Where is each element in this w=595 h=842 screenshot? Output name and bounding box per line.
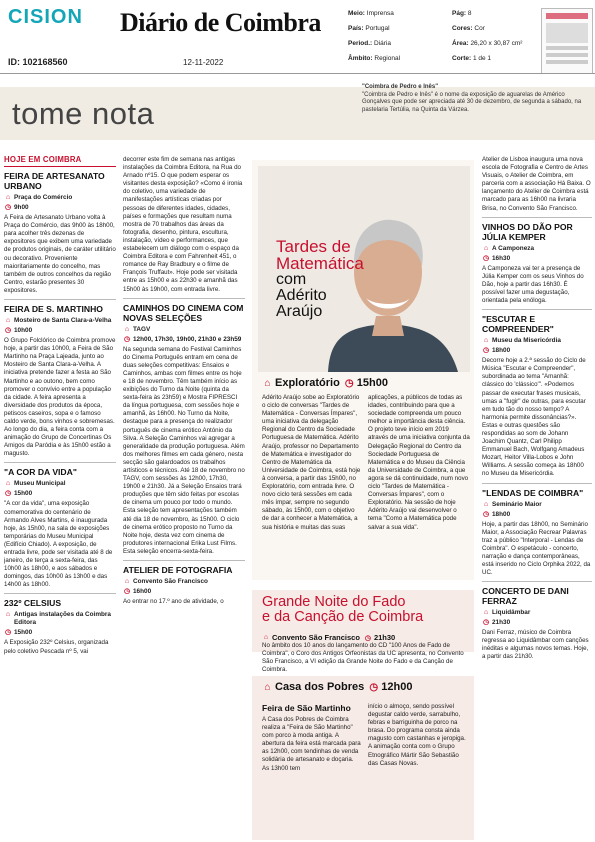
event-text: Decorre hoje a 2.ª sessão do Ciclo de Música "Escutar e Compreender", subordinada ao tema "Amanhã: clássico do 'clássico'". «Podemos passar de executar frases musicais, umas a "fugir" de outras, para escutar em tudo tão do nosso tempo? A harmonia permite dissonâncias?». Estas e outras questões são respondidas ao som de Johann Joachim Quantz, Carl Philipp Emmanuel Bach, Wolfgang Amadeus Mozart, Heitor Villa-Lobos e John Williams. A sessão começa às 18h00 no Museu da Misericórdia. — [482, 357, 586, 478]
meta-value: Diária — [374, 40, 391, 47]
event-time-text: 9h00 — [14, 204, 29, 212]
location-icon: ⌂ — [264, 681, 271, 693]
location-icon: ⌂ — [5, 317, 11, 325]
event-place-text: A Camponeza — [492, 244, 535, 252]
pobres-text: A Casa dos Pobres de Coimbra realiza a "Feira de São Martinho" com porco à moda antiga. A abertura da feira está marcada para as 12h00, com tendinhas de venda solidária de artesanato e doçaria. As 13h00 tem — [262, 716, 361, 772]
event-time — [4, 204, 116, 212]
cision-logo: CISION — [8, 6, 83, 28]
divider — [123, 298, 245, 299]
clip-id-value: 102168560 — [22, 57, 68, 67]
clock-icon: ◷ — [123, 588, 131, 596]
event-time-text: 10h00 — [14, 327, 33, 335]
section-title: tome nota — [12, 96, 155, 131]
clock-icon: ◷ — [4, 204, 12, 212]
divider — [123, 560, 245, 561]
divider — [482, 483, 592, 484]
event-time-text: 16h30 — [492, 254, 511, 262]
meta-label: Âmbito: — [348, 55, 373, 62]
event-text: O Grupo Folclórico de Coimbra promove hoje, a partir das 10h00, a Feira de São Martinho na Praça Lajeada, junto ao Mosteiro de Santa Clara-a-Velha. A iniciativa pretende fazer a festa ao São Martinho e ao outono, bem como promover o convívio entre a população da cidade. A feira apresenta a diversidade dos produtos da época, petiscos caseiros, sopa e o famoso caldo verde, bons vinhos e sobremesas. Ao longo do dia, a feira conta com a animação do Grupo de Concertinas Os Amigos da Paródia e às 15h00 estão a magusto. — [4, 337, 116, 458]
location-icon: ⌂ — [263, 634, 269, 641]
event-text: "A cor da vida", uma exposição comemorativa do centenário de Armando Alves Martins, é inaugurada hoje, às 15h00, na sala de exposições temporárias do Museu Municipal (Edifício Chiado). A exposição, de entrada livre, pode ser visitada até 8 de janeiro, de terça a sexta-feira, das 10h00 às 18h00, e aos sábados e domingos, das 10h00 às 13h00 e das 14h00 às 18h00. — [4, 500, 113, 589]
feature-sub-1: com — [276, 271, 307, 288]
event-title: CAMINHOS DO CINEMA COM NOVAS SELEÇÕES — [123, 302, 244, 323]
location-icon: ⌂ — [124, 578, 130, 586]
photo-caption — [362, 84, 590, 114]
meta-label: Área: — [452, 40, 469, 47]
event-title: ATELIER DE FOTOGRAFIA — [123, 565, 233, 576]
meta-value: 26,20 x 30,87 cm² — [470, 40, 523, 47]
meta-label: País: — [348, 25, 364, 32]
photo-caption-title: "Coimbra de Pedro e Inês" — [362, 84, 439, 90]
event-title: CONCERTO DE DANI FERRAZ — [482, 586, 569, 607]
feature-text-col-2 — [368, 394, 470, 572]
section-heading: HOJE EM COIMBRA — [4, 156, 116, 167]
newspaper-title: Diário de Coimbra — [120, 8, 321, 37]
clock-icon: ◷ — [482, 619, 490, 627]
feature-text: aplicações, a públicos de todas as idades, contribuindo para que a sociedade compreenda um pouco melhor a importância desta ciência. O projeto teve início em 2019 através de uma iniciativa conjunta da Delegação Regional do Centro da Sociedade Portuguesa de Matemática e do Museu da Ciência da Universidade de Coimbra, a que agora se dá continuidade, num novo ciclo "Tardes de Matemática - Conversas Ímpares", com o Exploratório. Na sessão de hoje Adérito Araújo vai desenvolver o tema "Como a Matemática pode salvar a sua vida". — [368, 394, 470, 531]
clock-icon: ◷ — [482, 510, 490, 518]
location-icon: ⌂ — [124, 325, 130, 333]
event-time — [123, 336, 245, 344]
meta-right — [452, 10, 522, 62]
event-place — [4, 480, 116, 488]
clock-icon: ◷ — [482, 347, 490, 355]
divider — [482, 581, 592, 582]
pobres-text-col-2 — [368, 703, 470, 836]
event-text: A Camponeza vai ter a presença de Júlia Kemper com os seus Vinhos do Dão, hoje a partir das 16h30. É possível fazer uma degustação, orientada pela enóloga. — [482, 264, 584, 305]
meta-value: Imprensa — [366, 10, 394, 17]
pobres-place: Casa dos Pobres — [275, 681, 365, 693]
fado-heading — [262, 595, 423, 625]
event-place — [4, 194, 116, 202]
feature-place: Exploratório — [275, 377, 340, 389]
event-place — [123, 326, 245, 334]
location-icon: ⌂ — [483, 337, 489, 345]
event-place-text: Antigas instalações da Coimbra Editora — [14, 611, 111, 627]
meta-label: Meio: — [348, 10, 365, 17]
event-place-text: Mosteiro de Santa Clara-a-Velha — [14, 317, 112, 325]
feature-heading — [276, 238, 364, 320]
location-icon: ⌂ — [5, 194, 11, 202]
meta-value: 1 de 1 — [472, 55, 492, 62]
location-icon: ⌂ — [483, 244, 489, 252]
event-time — [4, 327, 116, 335]
location-icon: ⌂ — [5, 480, 11, 488]
clip-id-label: ID: — [8, 57, 20, 67]
pobres-place-time — [262, 681, 412, 693]
meta-value: Portugal — [365, 25, 390, 32]
feature-place-time — [262, 377, 388, 389]
event-place-text: Praça do Comércio — [14, 194, 73, 202]
event-title: VINHOS DO DÃO POR JÚLIA KEMPER — [482, 221, 573, 242]
meta-label: Cores: — [452, 25, 473, 32]
meta-label: Pág: — [452, 10, 467, 17]
event-time — [482, 511, 592, 519]
meta-value: Regional — [374, 55, 401, 62]
feature-text-col-1 — [262, 394, 362, 572]
meta-value: Cor — [474, 25, 485, 32]
event-place-text: Museu da Misericórdia — [492, 337, 561, 345]
event-place-text: Seminário Maior — [492, 500, 542, 508]
fado-text — [262, 642, 472, 672]
location-icon: ⌂ — [5, 611, 11, 619]
event-place — [482, 609, 592, 617]
event-title: "LENDAS DE COIMBRA" — [482, 487, 584, 498]
pobres-text: início o almoço, sendo possível degustar caldo verde, sarrabulho, febras e barriguinha de porco na brasa. Do programa consta ainda magusto com castanhas e jeropiga. A animação conta com o Grupo Etnográfico Mártir São Sebastião das Casas Novas. — [368, 703, 466, 767]
clock-icon: ◷ — [344, 377, 354, 389]
event-text: Na segunda semana do Festival Caminhos do Cinema Português entram em cena de duas seleções competitivas: Ensaios e Caminhos, ambas com filmes entre os hoje e 18 de novembro. Têm também início as exibições do Turno da Noite (quinta da sexta-feira às 23h59) e Mostra FIPRESCI da língua portuguesa, com sessões hoje e amanhã, às 16h00. No Turno da Noite, destaque para a presença do realizador português de cinema erótico António da Silva. A Seleção Caminhos vai agregar a generalidade da produção portuguesa. Além dos melhores filmes em cada género, nesta secção são galardoados os trabalhos artísticos e técnicos. Até 18 de novembro no TAGV, com sessões às 12h00, 17h30, 19h00 e 21h30. Já a Seleção Ensaios trará produções que têm sido feitas por escolas de cinema um pouco por todo o mundo. Esta seleção tem apresentações também até dia 18 de novembro, às 15h00. O ciclo de cinema erótico proposto no Turno da Noite hoje, desta vez com cinema de produtores internacional Erika Lust Films. Esta seleção encerra-sexta-feira. — [123, 345, 245, 555]
clip-date: 12-11-2022 — [183, 58, 224, 67]
event-place-text: TAGV — [133, 325, 151, 333]
divider — [482, 217, 592, 218]
event-place — [482, 501, 592, 509]
event-time-text: 15h00 — [14, 629, 33, 637]
event-place — [482, 337, 592, 345]
fado-title-2: e da Canção de Coimbra — [262, 609, 424, 625]
event-time — [4, 629, 116, 637]
clock-icon: ◷ — [369, 681, 379, 693]
event-text: decorrer este fim de semana nas antigas instalações da Coimbra Editora, na Rua do Arnado nº15. O que podem esperar os visitantes desta exposição? «Como é ironia do coletivo, uma variedade de manifestações artísticas criadas por pessoas de diferentes idades, cidades, países e formações que resultam numa mostra de 70 trabalhos das áreas da fotografia, desenho, pintura, escultura, instalação, vídeo e performances, que estabelecem um diálogo com o espaço da Coimbra Editora e com Fahrenheit 451, o romance de Ray Bradbury e o filme de François Truffaut». Hoje pode ser visitada entre as 15h00 e as 22h30 e amanhã das 15h00 às 19h00, com entrada livre. — [123, 156, 243, 293]
event-place — [123, 578, 245, 586]
location-icon: ⌂ — [483, 500, 489, 508]
event-time-text: 16h00 — [133, 588, 152, 596]
event-place-text: Museu Municipal — [14, 480, 66, 488]
event-time-text: 18h00 — [492, 347, 511, 355]
feature-title-2: Matemática — [276, 254, 364, 273]
meta-value: 8 — [467, 10, 472, 17]
pobres-title: Feira de São Martinho — [262, 703, 351, 713]
event-place — [4, 317, 116, 325]
clock-icon: ◷ — [4, 327, 12, 335]
fado-place-time — [262, 633, 395, 642]
meta-label: Period.: — [348, 40, 373, 47]
event-place-text: Convento São Francisco — [133, 578, 208, 586]
event-text: Dani Ferraz, músico de Coimbra regressa ao Liquidâmbar com canções inéditas e algumas novos temas. Hoje, a partir das 21h30. — [482, 629, 589, 661]
event-time-text: 18h00 — [492, 510, 511, 518]
event-place-text: Liquidâmbar — [492, 609, 531, 617]
header-rule — [0, 73, 595, 74]
event-time — [482, 255, 592, 263]
event-time — [482, 347, 592, 355]
event-text: Atelier de Lisboa inaugura uma nova escola de Fotografia e Centro de Artes Visuais, o Atelier de Coimbra, em parceria com a associação Há Baixa. O lançamento do Atelier de Coimbra está marcado para as 16h00 na livraria Brisa, no Convento São Francisco. — [482, 156, 591, 212]
pobres-text-col-1 — [262, 716, 362, 836]
event-place — [4, 611, 116, 627]
pobres-time: 12h00 — [381, 681, 413, 693]
column-1 — [4, 156, 116, 840]
event-time-text: 15h00 — [14, 490, 33, 498]
event-title: "ESCUTAR E COMPREENDER" — [482, 314, 554, 335]
page-thumbnail — [541, 8, 593, 74]
event-text: A Exposição 232º Celsius, organizada pelo coletivo Pescada nº 5, vai — [4, 639, 109, 655]
event-text: Ao entrar no 17.º ano de atividade, o — [123, 598, 224, 606]
feature-title-1: Tardes de — [276, 237, 351, 256]
feature-text: Adérito Araújo sobe ao Exploratório o ciclo de conversas "Tardes de Matemática - Conversas Ímpares", uma iniciativa da delegação Regional do Centro da Sociedade Portuguesa de Matemática. Adérito Araújo, professor no Departamento de Matemática e investigador do Centro de Matemática da Universidade de Coimbra, está hoje à conversa, a partir das 15h00, no Exploratório, com entrada livre. O novo ciclo terá sessões em cada mês ímpar, sempre no segundo sábado, às 15h00, com o objetivo de dar a conhecer a Matemática, a sua história e muitas das suas — [262, 394, 361, 531]
clock-icon: ◷ — [364, 634, 371, 642]
event-title: FEIRA DE ARTESANATO URBANO — [4, 171, 105, 192]
column-2 — [123, 156, 245, 840]
location-icon: ⌂ — [483, 609, 489, 617]
photo-caption-text: "Coimbra de Pedro e Inês" é o nome da exposição de aguarelas de Américo Gonçalves que pode ser apreciada até 30 de dezembro, de segunda a sábado, na pastelaria Tertúlia, na Quinta da Várzea. — [362, 91, 582, 113]
fado-title-1: Grande Noite do Fado — [262, 594, 406, 610]
event-time-text: 21h30 — [492, 619, 511, 627]
clock-icon: ◷ — [482, 254, 490, 262]
meta-label: Corte: — [452, 55, 472, 62]
feature-sub-3: Araújo — [276, 303, 323, 320]
column-5 — [482, 156, 592, 840]
event-time — [482, 619, 592, 627]
fado-place: Convento São Francisco — [272, 633, 360, 642]
event-text: Hoje, a partir das 18h00, no Seminário Maior, a Associação Recrear Palavras traz a público "Interporal - Lendas de Coimbra". O espetáculo - concerto, narração e dança contemporâneas, está inserido no Ciclo Orphika 2022, da UC. — [482, 520, 591, 577]
clock-icon: ◷ — [4, 629, 12, 637]
event-text: A Feira de Artesanato Urbano volta à Praça do Comércio, das 9h00 às 18h00, para acolher três dezenas de expositores que exibem uma variedade de produtos originais, de caráter utilitário ou decorativo. Proveniente maioritariamente do concelho, mas também de outros concelhos da região Centro, estarão presentes 30 expositores. — [4, 214, 116, 294]
event-title: 232º CELSIUS — [4, 598, 62, 609]
clip-id — [8, 57, 68, 67]
event-place — [482, 245, 592, 253]
divider — [4, 299, 116, 300]
divider — [4, 462, 116, 463]
feature-time: 15h00 — [356, 377, 388, 389]
event-title: "A COR DA VIDA" — [4, 467, 77, 478]
event-time — [4, 490, 116, 498]
feature-sub-2: Adérito — [276, 287, 327, 304]
fado-time: 21h30 — [373, 633, 396, 642]
divider — [4, 593, 116, 594]
clock-icon: ◷ — [123, 335, 131, 343]
fado-text-body: No âmbito dos 10 anos do lançamento do CD "100 Anos de Fado de Coimbra", o Coro dos Antigos Orfeonistas da UC apresenta, no Convento São Francisco, a VI edição da Grande Noite do Fado e da Canção de Coimbra. — [262, 642, 464, 672]
location-icon: ⌂ — [264, 377, 271, 389]
event-time — [123, 588, 245, 596]
clock-icon: ◷ — [4, 490, 12, 498]
event-title: FEIRA DE S. MARTINHO — [4, 304, 103, 315]
event-time-text: 12h00, 17h30, 19h00, 21h30 e 23h59 — [133, 335, 242, 343]
divider — [482, 309, 592, 310]
meta-left — [348, 10, 400, 62]
